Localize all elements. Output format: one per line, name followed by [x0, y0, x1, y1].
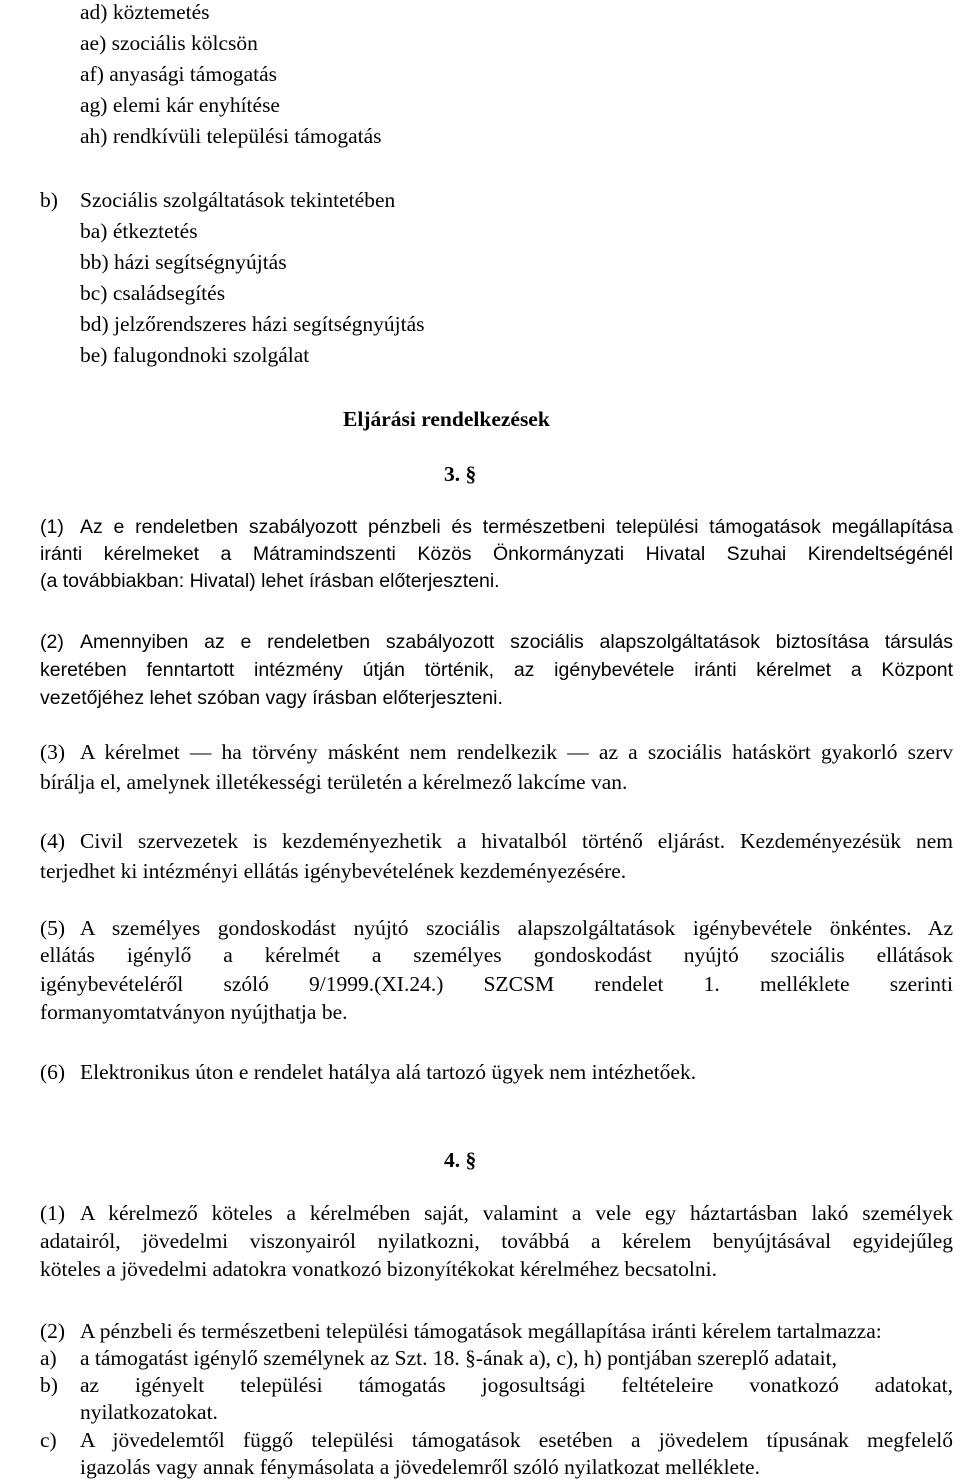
- paragraph-line: Elektronikus úton e rendelet hatálya alá tartozó ügyek nem intézhetőek.: [80, 1060, 697, 1084]
- list-item: af) anyasági támogatás: [80, 62, 277, 86]
- paragraph-3-title: 3. §: [444, 462, 477, 486]
- section-b-marker: b): [40, 188, 58, 212]
- paragraph-line: terjedhet ki intézményi ellátás igénybevételének kezdeményezésére.: [40, 859, 627, 883]
- paragraph-line: igénybevételéről szóló 9/1999.(XI.24.) SZCSM rendelet 1. melléklete szerinti: [40, 972, 953, 996]
- paragraph-number: (5): [40, 916, 66, 940]
- paragraph-line: A kérelmet ― ha törvény másként nem rendelkezik ― az a szociális hatáskört gyakorló szerv: [80, 740, 953, 764]
- list-item: ba) étkeztetés: [80, 219, 198, 243]
- paragraph-line: (a továbbiakban: Hivatal) lehet írásban előterjeszteni.: [40, 570, 500, 592]
- list-item: bb) házi segítségnyújtás: [80, 250, 287, 274]
- paragraph-line: formanyomtatványon nyújthatja be.: [40, 1000, 348, 1024]
- paragraph-line: köteles a jövedelmi adatokra vonatkozó bizonyítékokat kérelméhez becsatolni.: [40, 1257, 717, 1281]
- paragraph-number: (2): [40, 631, 64, 653]
- paragraph-line: A személyes gondoskodást nyújtó szociális alapszolgáltatások igénybevétele önkéntes. Az: [80, 916, 953, 940]
- list-item: ag) elemi kár enyhítése: [80, 93, 280, 117]
- paragraph-number: (1): [40, 516, 64, 538]
- paragraph-number: (6): [40, 1060, 66, 1084]
- paragraph-4-title: 4. §: [444, 1148, 477, 1172]
- paragraph-number: (1): [40, 1201, 66, 1225]
- item-marker: b): [40, 1373, 58, 1397]
- item-line: az igényelt települési támogatás jogosultsági feltételeire vonatkozó adatokat,: [80, 1373, 953, 1397]
- paragraph-line: bírálja el, amelynek illetékességi területén a kérelmező lakcíme van.: [40, 770, 628, 794]
- paragraph-number: (3): [40, 740, 66, 764]
- list-item: ah) rendkívüli települési támogatás: [80, 124, 382, 148]
- paragraph-line: Civil szervezetek is kezdeményezhetik a hivatalból történő eljárást. Kezdeményezésük nem: [80, 829, 953, 853]
- paragraph-number: (2): [40, 1319, 66, 1343]
- item-line: a támogatást igénylő személynek az Szt. 18. §-ának a), c), h) pontjában szereplő adatait,: [80, 1346, 837, 1370]
- item-line: A jövedelemtől függő települési támogatások esetében a jövedelem típusának megfelelő: [80, 1428, 953, 1452]
- paragraph-number: (4): [40, 829, 66, 853]
- list-item: bc) családsegítés: [80, 281, 226, 305]
- section-b-title: Szociális szolgáltatások tekintetében: [80, 188, 396, 212]
- paragraph-line: Az e rendeletben szabályozott pénzbeli és természetbeni települési támogatások megállapítása: [80, 516, 953, 538]
- paragraph-line: keretében fenntartott intézmény útján történik, az igénybevétele iránti kérelmet a Központ: [40, 659, 953, 681]
- paragraph-line: Amennyiben az e rendeletben szabályozott szociális alapszolgáltatások biztosítása társulás: [80, 631, 953, 653]
- list-item: ad) köztemetés: [80, 0, 210, 24]
- paragraph-line: A kérelmező köteles a kérelmében saját, valamint a vele egy háztartásban lakó személyek: [80, 1201, 953, 1225]
- paragraph-line: iránti kérelmeket a Mátramindszenti Közös Önkormányzati Hivatal Szuhai Kirendeltségénél: [40, 543, 953, 565]
- list-item: bd) jelzőrendszeres házi segítségnyújtás: [80, 312, 425, 336]
- paragraph-line: ellátás igénylő a kérelmét a személyes gondoskodást nyújtó szociális ellátások: [40, 943, 953, 967]
- paragraph-line: A pénzbeli és természetbeni települési támogatások megállapítása iránti kérelem tartalmazza:: [80, 1319, 882, 1343]
- list-item: be) falugondnoki szolgálat: [80, 343, 310, 367]
- item-line: nyilatkozatokat.: [80, 1400, 218, 1424]
- section-heading: Eljárási rendelkezések: [343, 407, 550, 431]
- item-marker: c): [40, 1428, 57, 1452]
- list-item: ae) szociális kölcsön: [80, 31, 258, 55]
- paragraph-line: vezetőjéhez lehet szóban vagy írásban előterjeszteni.: [40, 687, 503, 709]
- paragraph-line: adatairól, jövedelmi viszonyairól nyilatkozni, továbbá a kérelem benyújtásával egyidejűleg: [40, 1229, 953, 1253]
- item-line: igazolás vagy annak fénymásolata a jövedelemről szóló nyilatkozat melléklete.: [80, 1455, 760, 1479]
- item-marker: a): [40, 1346, 57, 1370]
